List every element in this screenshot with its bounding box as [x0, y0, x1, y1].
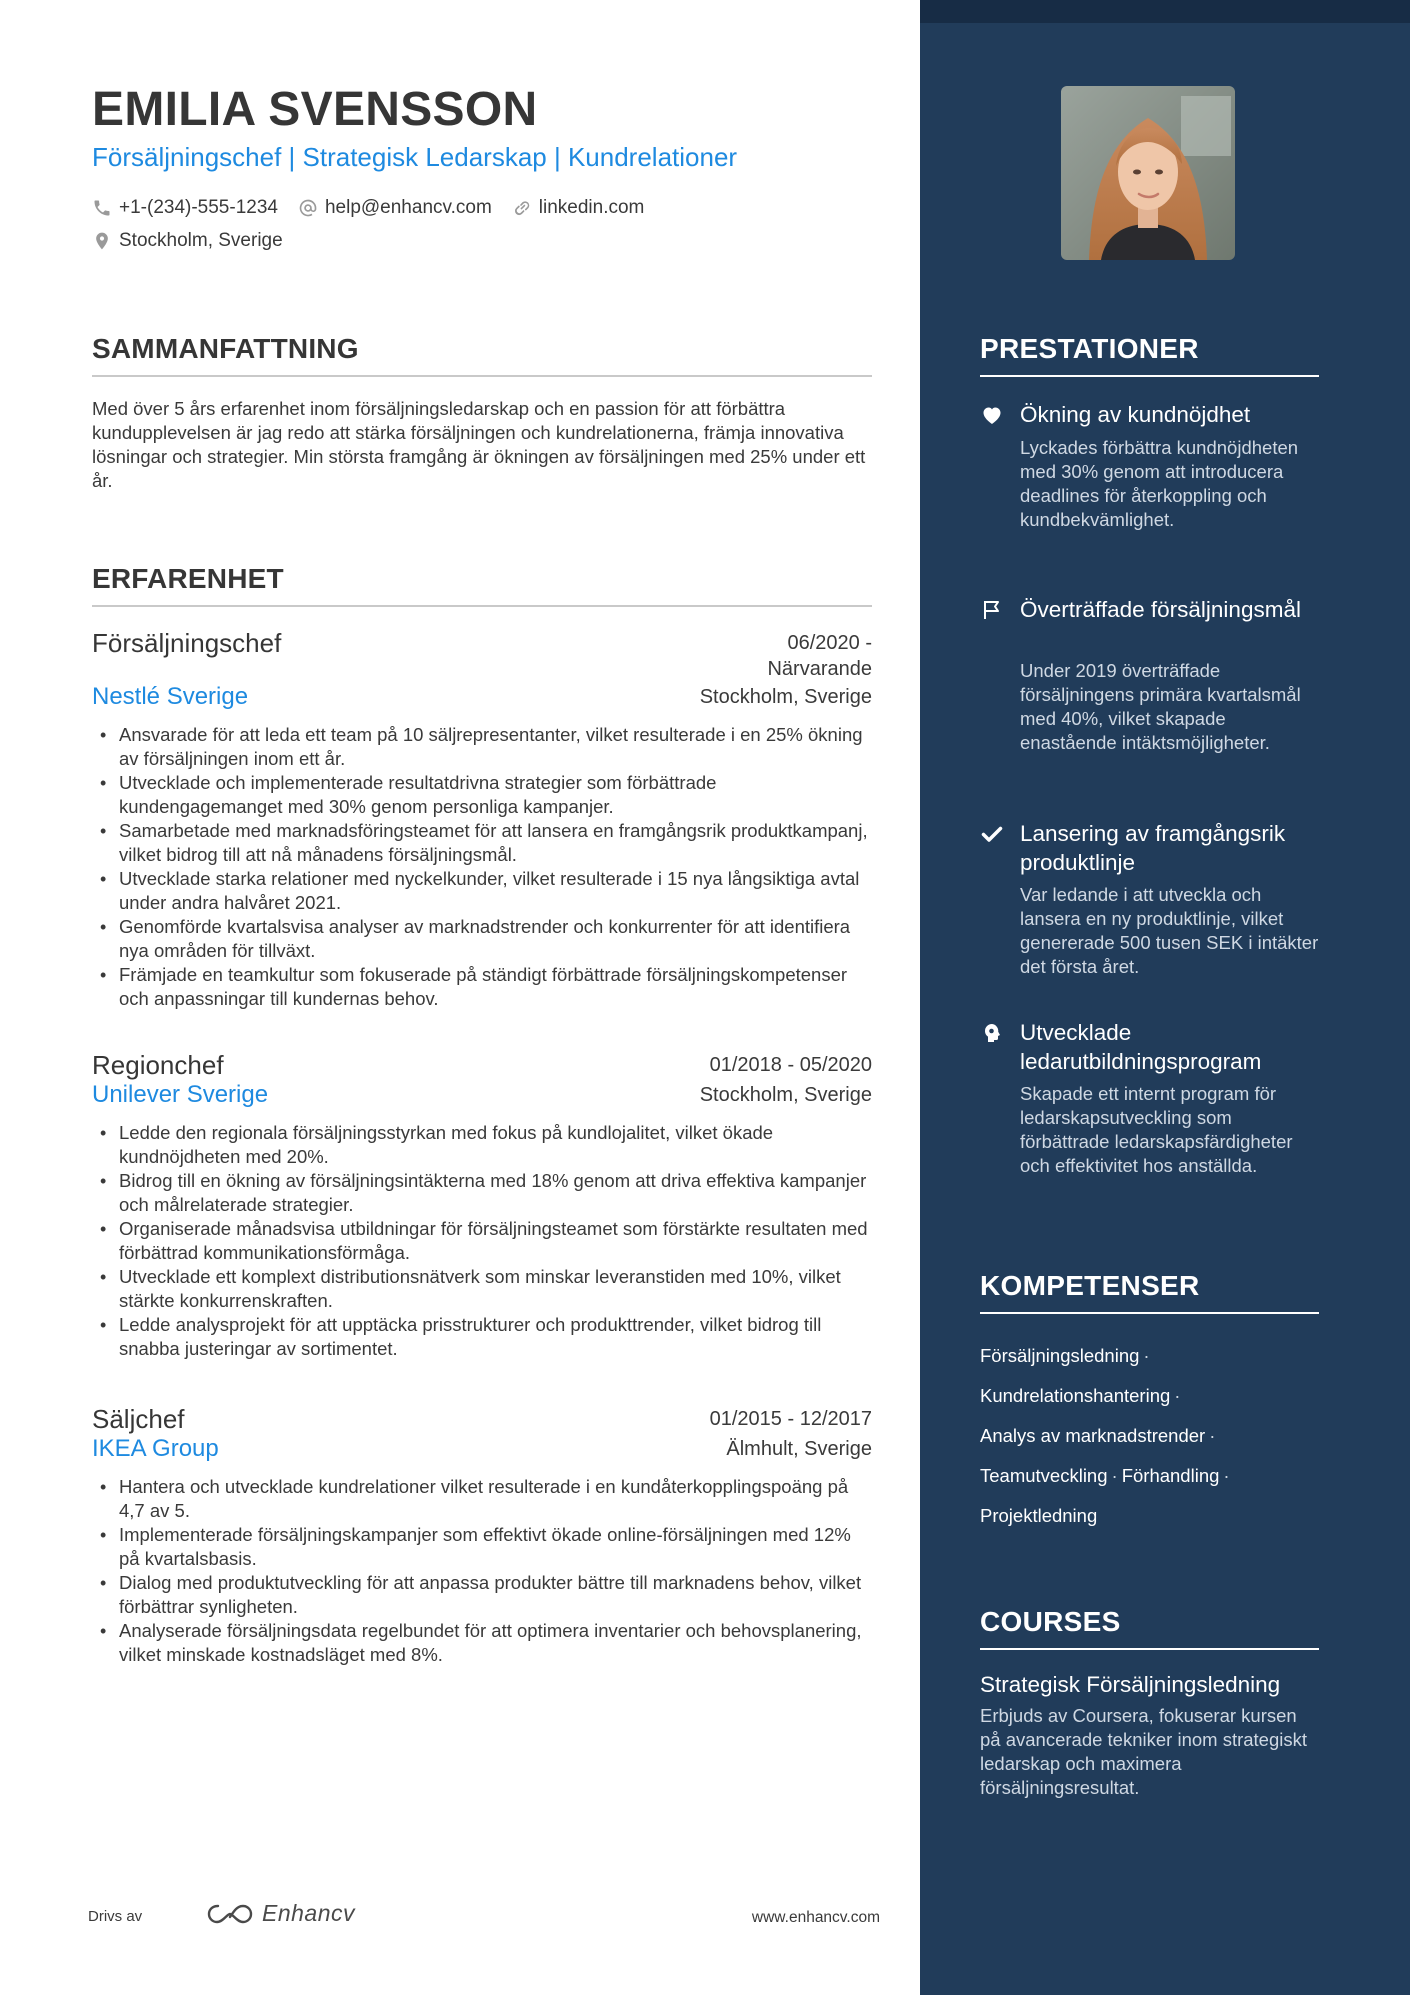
link-icon — [512, 198, 532, 218]
experience-title: ERFARENHET — [92, 563, 872, 607]
list-item: • Hantera och utvecklade kundrelationer vilket resulterade i en kundåterkopplingspoäng på 4,7 av 5. — [92, 1475, 872, 1523]
job-title: Försäljningschef — [92, 628, 282, 658]
job-date: 01/2015 - 12/2017 — [709, 1408, 872, 1430]
list-item: • Utvecklade och implementerade resultatdrivna strategier som förbättrade kundengagemanget med 30% genom personliga kampanjer. — [92, 771, 872, 819]
linkedin-text: linkedin.com — [538, 197, 645, 218]
footer-powered-by: Drivs av — [88, 1908, 143, 1925]
location-pin-icon — [92, 231, 112, 251]
contact-phone[interactable] — [92, 197, 278, 219]
skill-tag: Projektledning — [980, 1505, 1098, 1526]
enhancv-logo[interactable] — [206, 1900, 355, 1927]
summary-title: SAMMANFATTNING — [92, 333, 872, 377]
footer-brand: Enhancv — [262, 1900, 356, 1926]
course-desc: Erbjuds av Coursera, fokuserar kursen på avancerade tekniker inom strategiskt ledarskap och maximera försäljningsresultat. — [980, 1705, 1308, 1798]
avatar — [1061, 86, 1235, 260]
job-location: Älmhult, Sverige — [726, 1438, 872, 1460]
skill-tag: Kundrelationshantering — [980, 1385, 1171, 1406]
achievement-desc: Lyckades förbättra kundnöjdheten med 30% genom att introducera deadlines för återkoppling och kundbekvämlighet. — [1020, 437, 1299, 530]
job-title: Regionchef — [92, 1050, 224, 1080]
achievements-title: PRESTATIONER — [980, 333, 1319, 377]
skill-tag: Analys av marknadstrender — [980, 1425, 1206, 1446]
summary-section — [92, 333, 872, 493]
list-item: • Samarbetade med marknadsföringsteamet för att lansera en framgångsrik produktkampanj, vilket bidrog till att nå månadens försäljningsmål. — [92, 819, 872, 867]
job-location: Stockholm, Sverige — [699, 1084, 872, 1106]
contact-email[interactable] — [298, 197, 492, 219]
flag-icon — [980, 598, 1004, 622]
skills-title: KOMPETENSER — [980, 1270, 1319, 1314]
at-icon — [298, 198, 318, 218]
phone-icon — [92, 198, 112, 218]
courses-title: COURSES — [980, 1606, 1319, 1650]
heart-icon — [980, 403, 1004, 427]
achievement-desc: Var ledande i att utveckla och lansera en ny produktlinje, vilket genererade 500 tusen SEK i intäkter det första året. — [1020, 884, 1319, 977]
list-item: • Ansvarade för att leda ett team på 10 säljrepresentanter, vilket resulterade i en 25% ökning av försäljningen inom ett år. — [92, 723, 872, 771]
summary-text: Med över 5 års erfarenhet inom försäljningsledarskap och en passion för att förbättra kundupplevelsen är jag redo att stärka försäljningen och kundrelationerna, främja innovativa lösningar och strategier. Min största framgång är ökningen av försäljningen med 25% under ett år. — [92, 398, 866, 491]
job-company: Unilever Sverige — [92, 1081, 269, 1108]
email-text: help@enhancv.com — [324, 197, 492, 218]
contact-location — [92, 230, 283, 252]
skill-tag: Förhandling — [1121, 1465, 1220, 1486]
skills-section — [980, 1270, 1319, 1536]
footer — [88, 1898, 880, 1938]
job-bullets — [92, 723, 872, 1011]
brain-icon — [980, 1021, 1004, 1045]
skill-tag: Teamutveckling — [980, 1465, 1108, 1486]
phone-text: +1-(234)-555-1234 — [119, 197, 278, 218]
candidate-headline: Försäljningschef | Strategisk Ledarskap | Kundrelationer — [92, 142, 738, 172]
job-date-start: 06/2020 - — [787, 632, 872, 654]
job-company: Nestlé Sverige — [92, 683, 249, 710]
achievement-title: Lansering av framgångsrik produktlinje — [1020, 821, 1286, 875]
job-entry — [92, 1404, 872, 1665]
job-bullets — [92, 1475, 872, 1667]
job-location: Stockholm, Sverige — [699, 686, 872, 708]
contact-info — [92, 196, 872, 262]
job-date — [767, 630, 872, 682]
footer-url[interactable]: www.enhancv.com — [751, 1909, 880, 1926]
candidate-name: EMILIA SVENSSON — [92, 83, 538, 136]
job-date: 01/2018 - 05/2020 — [709, 1054, 872, 1076]
list-item: • Ledde analysprojekt för att upptäcka prisstrukturer och produkttrender, vilket bidrog till snabba justeringar av sortimentet. — [92, 1313, 872, 1361]
list-item: • Främjade en teamkultur som fokuserade på ständigt förbättrade försäljningskompetenser och anpassningar till kundernas behov. — [92, 963, 872, 1011]
achievements-section — [980, 333, 1319, 1176]
list-item: • Analyserade försäljningsdata regelbundet för att optimera inventarier och behovsplanering, vilket minskade kostnadsläget med 8%. — [92, 1619, 872, 1667]
list-item: • Utvecklade starka relationer med nyckelkunder, vilket resulterade i 15 nya långsiktiga avtal under andra halvåret 2021. — [92, 867, 872, 915]
list-item: • Utvecklade ett komplext distributionsnätverk som minskar leveranstiden med 10%, vilket stärkte konkurrenskraften. — [92, 1265, 872, 1313]
achievement-title: Överträffade försäljningsmål — [1020, 597, 1301, 622]
location-text: Stockholm, Sverige — [119, 230, 283, 251]
experience-section — [92, 563, 872, 1665]
sidebar-top-bar — [920, 0, 1410, 23]
achievement-desc: Under 2019 överträffade försäljningens primära kvartalsmål med 40%, vilket skapade enastående intäktsmöjligheter. — [1020, 660, 1301, 753]
list-item: • Implementerade försäljningskampanjer som effektivt ökade online-försäljningen med 12% på kvartalsbasis. — [92, 1523, 872, 1571]
achievement-title: Ökning av kundnöjdhet — [1020, 402, 1251, 427]
list-item: • Bidrog till en ökning av försäljningsintäkterna med 18% genom att driva effektiva kampanjer och målrelaterade strategier. — [92, 1169, 872, 1217]
job-company: IKEA Group — [92, 1435, 219, 1462]
job-bullets — [92, 1121, 872, 1361]
infinity-logo-icon — [206, 1901, 254, 1927]
job-entry — [92, 1050, 872, 1359]
check-icon — [980, 822, 1004, 846]
job-entry — [92, 628, 872, 1009]
job-date-end: Närvarande — [767, 658, 872, 680]
job-title: Säljchef — [92, 1404, 185, 1434]
list-item: • Genomförde kvartalsvisa analyser av marknadstrender och konkurrenter för att identifiera nya områden för tillväxt. — [92, 915, 872, 963]
skills-list: Försäljningsledning · Kundrelationshantering · Analys av marknadstrender · Teamutveckling · Förhandling · Projektledning — [980, 1345, 1230, 1526]
contact-linkedin[interactable] — [512, 197, 645, 219]
achievement-title: Utvecklade ledarutbildningsprogram — [1020, 1020, 1262, 1074]
course-title: Strategisk Försäljningsledning — [980, 1672, 1281, 1697]
courses-section — [980, 1606, 1319, 1800]
list-item: • Dialog med produktutveckling för att anpassa produkter bättre till marknadens behov, vilket förbättrar synligheten. — [92, 1571, 872, 1619]
achievement-desc: Skapade ett internt program för ledarskapsutveckling som förbättrade ledarskapsfärdigheter och effektivitet hos anställda. — [1020, 1083, 1293, 1176]
list-item: • Organiserade månadsvisa utbildningar för försäljningsteamet som förstärkte resultaten med förbättrad kommunikationsförmåga. — [92, 1217, 872, 1265]
skill-tag: Försäljningsledning — [980, 1345, 1140, 1366]
list-item: • Ledde den regionala försäljningsstyrkan med fokus på kundlojalitet, vilket ökade kundnöjdheten med 20%. — [92, 1121, 872, 1169]
